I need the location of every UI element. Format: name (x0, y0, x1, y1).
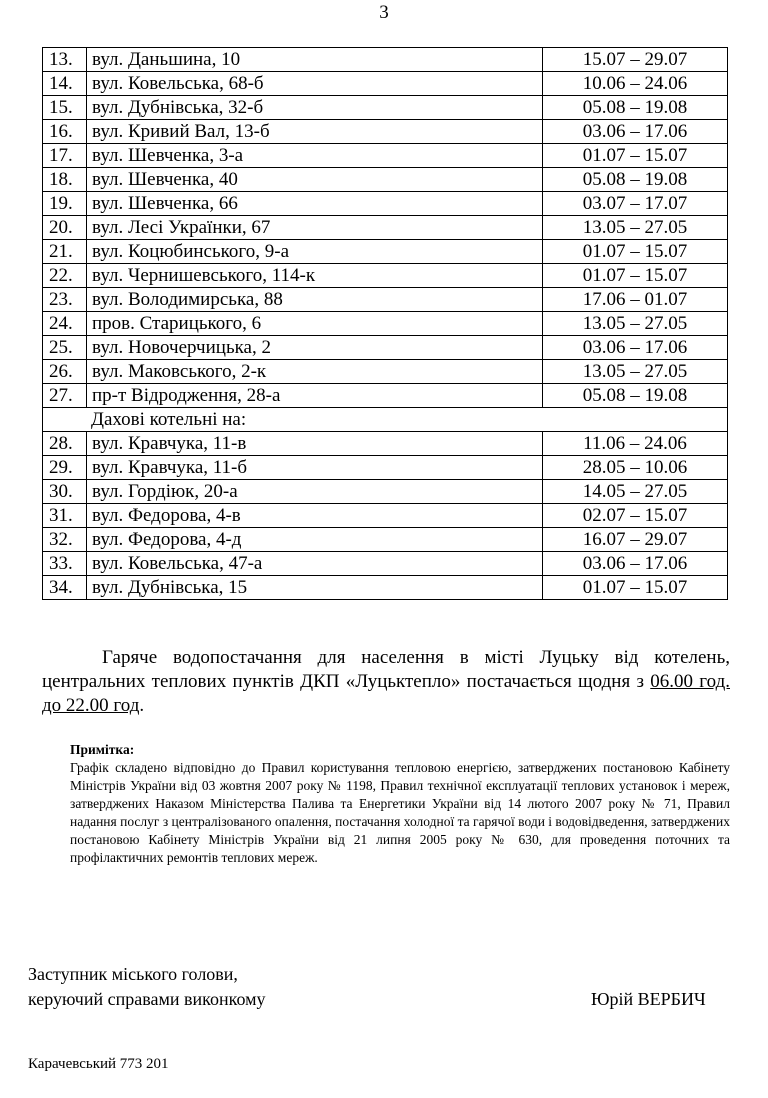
table-row (43, 288, 728, 312)
row-period: 10.06 – 24.06 (543, 72, 728, 96)
row-address: вул. Кравчука, 11-в (87, 432, 543, 456)
table-row (43, 216, 728, 240)
row-address: вул. Гордіюк, 20-а (87, 480, 543, 504)
table-row (43, 264, 728, 288)
row-number: 30. (43, 480, 87, 504)
table-row (43, 144, 728, 168)
row-address: вул. Кривий Вал, 13-б (87, 120, 543, 144)
row-period: 13.05 – 27.05 (543, 216, 728, 240)
row-address: вул. Дубнівська, 32-б (87, 96, 543, 120)
row-period: 01.07 – 15.07 (543, 264, 728, 288)
table-row (43, 456, 728, 480)
row-number: 19. (43, 192, 87, 216)
row-number: 16. (43, 120, 87, 144)
table-row (43, 120, 728, 144)
row-address: вул. Шевченка, 40 (87, 168, 543, 192)
table-row (43, 552, 728, 576)
row-period: 01.07 – 15.07 (543, 576, 728, 600)
table-row (43, 336, 728, 360)
row-number: 21. (43, 240, 87, 264)
row-period: 05.08 – 19.08 (543, 168, 728, 192)
executor-contact: Карачевський 773 201 (28, 1056, 169, 1072)
row-number: 26. (43, 360, 87, 384)
table-row (43, 48, 728, 72)
row-number: 18. (43, 168, 87, 192)
row-address: вул. Дубнівська, 15 (87, 576, 543, 600)
row-period: 16.07 – 29.07 (543, 528, 728, 552)
row-address: вул. Ковельська, 68-б (87, 72, 543, 96)
table-row (43, 360, 728, 384)
row-period: 03.06 – 17.06 (543, 552, 728, 576)
table-row (43, 384, 728, 408)
table-row (43, 168, 728, 192)
table-row (43, 312, 728, 336)
row-address: пров. Старицького, 6 (87, 312, 543, 336)
note-block (70, 741, 730, 867)
row-address: вул. Коцюбинського, 9-а (87, 240, 543, 264)
row-number: 17. (43, 144, 87, 168)
note-title: Примітка: (70, 742, 135, 757)
row-address: вул. Шевченка, 66 (87, 192, 543, 216)
row-number: 34. (43, 576, 87, 600)
row-period: 28.05 – 10.06 (543, 456, 728, 480)
hot-water-paragraph (42, 646, 730, 718)
row-period: 01.07 – 15.07 (543, 144, 728, 168)
row-period: 15.07 – 29.07 (543, 48, 728, 72)
table-row (43, 480, 728, 504)
table-row (43, 192, 728, 216)
signatory-name: Юрій ВЕРБИЧ (591, 989, 706, 1009)
schedule-table (42, 47, 728, 600)
paragraph-text: Гаряче водопостачання для населення в місті Луцьку від котелень, центральних теплових пунктів ДКП «Луцьктепло» постачається щодня з (42, 647, 730, 692)
row-period: 03.06 – 17.06 (543, 120, 728, 144)
signatory-position-line2: керуючий справами виконкому (28, 989, 266, 1009)
paragraph-end: . (139, 695, 145, 716)
row-period: 01.07 – 15.07 (543, 240, 728, 264)
row-number: 22. (43, 264, 87, 288)
row-period: 05.08 – 19.08 (543, 384, 728, 408)
row-number: 20. (43, 216, 87, 240)
row-period: 13.05 – 27.05 (543, 312, 728, 336)
paragraph-hours: 06.00 год. до 22.00 год (42, 671, 730, 716)
row-number: 14. (43, 72, 87, 96)
table-row (43, 72, 728, 96)
row-address: вул. Чернишевського, 114-к (87, 264, 543, 288)
row-address: вул. Даньшина, 10 (87, 48, 543, 72)
signatory-position-line1: Заступник міського голови, (28, 964, 238, 984)
table-row (43, 576, 728, 600)
row-address: пр-т Відродження, 28-а (87, 384, 543, 408)
page-number: 3 (379, 2, 389, 23)
row-number: 32. (43, 528, 87, 552)
row-period: 17.06 – 01.07 (543, 288, 728, 312)
row-address: вул. Ковельська, 47-а (87, 552, 543, 576)
row-number: 15. (43, 96, 87, 120)
table-row (43, 528, 728, 552)
row-number: 31. (43, 504, 87, 528)
row-number: 28. (43, 432, 87, 456)
row-period: 11.06 – 24.06 (543, 432, 728, 456)
row-number: 25. (43, 336, 87, 360)
note-body: Графік складено відповідно до Правил користування тепловою енергією, затверджених постановою Кабінету Міністрів України від 03 жовтня 2007 року № 1198, Правил технічної експлуатації теплових установок і мереж, затверджених Наказом Міністерства Палива та Енергетики України від 14 лютого 2007 року № 71, Правил надання послуг з централізованого опалення, постачання холодної та гарячої води і водовідведення, затверджених постановою Кабінету Міністрів України від 21 липня 2005 року № 630, для проведення поточних та профілактичних ремонтів теплових мереж. (70, 760, 730, 865)
row-number: 27. (43, 384, 87, 408)
row-address: вул. Лесі Українки, 67 (87, 216, 543, 240)
row-period: 05.08 – 19.08 (543, 96, 728, 120)
row-number: 24. (43, 312, 87, 336)
row-period: 13.05 – 27.05 (543, 360, 728, 384)
section-heading: Дахові котельні на: (43, 408, 728, 432)
table-row (43, 432, 728, 456)
row-period: 03.06 – 17.06 (543, 336, 728, 360)
section-row (43, 408, 728, 432)
row-number: 13. (43, 48, 87, 72)
row-address: вул. Федорова, 4-д (87, 528, 543, 552)
table-row (43, 240, 728, 264)
row-address: вул. Новочерчицька, 2 (87, 336, 543, 360)
row-number: 33. (43, 552, 87, 576)
signatory-position (28, 962, 266, 1012)
row-address: вул. Федорова, 4-в (87, 504, 543, 528)
table-row (43, 96, 728, 120)
table-row (43, 504, 728, 528)
row-address: вул. Володимирська, 88 (87, 288, 543, 312)
row-period: 03.07 – 17.07 (543, 192, 728, 216)
row-period: 02.07 – 15.07 (543, 504, 728, 528)
row-period: 14.05 – 27.05 (543, 480, 728, 504)
row-number: 29. (43, 456, 87, 480)
row-number: 23. (43, 288, 87, 312)
row-address: вул. Шевченка, 3-а (87, 144, 543, 168)
row-address: вул. Кравчука, 11-б (87, 456, 543, 480)
row-address: вул. Маковського, 2-к (87, 360, 543, 384)
